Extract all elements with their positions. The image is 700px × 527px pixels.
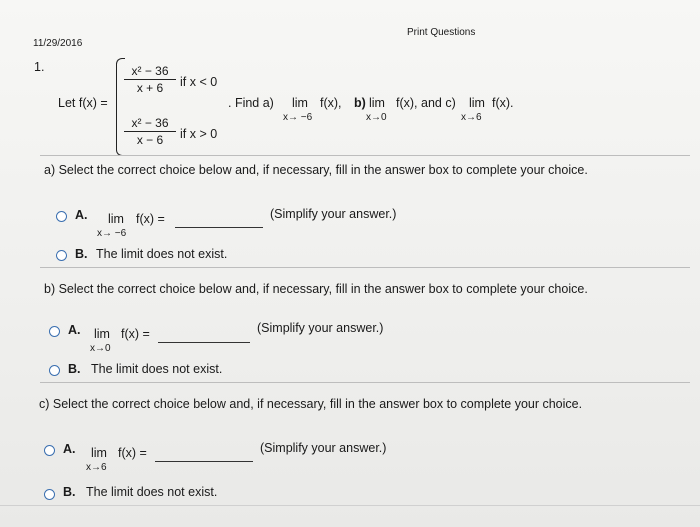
piece1-denominator: x + 6	[136, 81, 164, 95]
piece2-fraction	[124, 116, 176, 147]
part-c-option-a-label: A.	[63, 442, 76, 456]
let-label: Let f(x) =	[58, 96, 108, 110]
print-date: 11/29/2016	[33, 38, 83, 49]
part-c-hint: (Simplify your answer.)	[260, 441, 387, 455]
piece1-numerator: x² − 36	[131, 64, 169, 78]
find-text: . Find a)	[228, 96, 274, 110]
part-b-option-b-radio[interactable]	[49, 365, 60, 376]
part-a-option-b-label: B.	[75, 247, 88, 261]
part-b-option-a-radio[interactable]	[49, 326, 60, 337]
part-c-option-b-text: The limit does not exist.	[86, 485, 218, 499]
piece2-condition: if x > 0	[180, 127, 218, 141]
part-b-option-b-label: B.	[68, 362, 81, 376]
part-a-hint: (Simplify your answer.)	[270, 207, 397, 221]
part-a-option-a-radio[interactable]	[56, 211, 67, 222]
part-b-answer-box[interactable]	[158, 342, 250, 343]
part-a-lim: lim	[108, 212, 124, 226]
part-b-option-a-label: A.	[68, 323, 81, 337]
fx-a: f(x),	[320, 96, 342, 110]
part-b-option-b-text: The limit does not exist.	[91, 362, 223, 376]
part-b-hint: (Simplify your answer.)	[257, 321, 384, 335]
part-b-subscript: x→0	[90, 343, 111, 354]
divider-1	[40, 155, 690, 156]
divider-bottom	[0, 505, 700, 506]
part-a-instruction: a) Select the correct choice below and, if necessary, fill in the answer box to complete your choice.	[44, 163, 588, 177]
part-c-option-b-label: B.	[63, 485, 76, 499]
part-c-answer-box[interactable]	[155, 461, 253, 462]
piece1-condition: if x < 0	[180, 75, 218, 89]
question-number: 1.	[34, 60, 45, 74]
part-a-option-b-radio[interactable]	[56, 250, 67, 261]
lim-a: lim	[292, 96, 308, 110]
part-a-option-a-label: A.	[75, 208, 88, 222]
page-title: Print Questions	[407, 27, 476, 38]
part-c-option-b-radio[interactable]	[44, 489, 55, 500]
piece1-fraction	[124, 64, 176, 95]
lim-b-subscript: x→0	[366, 112, 387, 123]
piece2-numerator: x² − 36	[131, 116, 169, 130]
part-c-fx: f(x) =	[118, 446, 147, 460]
divider-2	[40, 267, 690, 268]
part-c-subscript: x→6	[86, 462, 107, 473]
lim-b: lim	[369, 96, 385, 110]
divider-3	[40, 382, 690, 383]
lim-a-subscript: x→ −6	[283, 112, 313, 123]
part-a-answer-box[interactable]	[175, 227, 263, 228]
fx-b-and-c: f(x), and c)	[396, 96, 456, 110]
lim-c-subscript: x→6	[461, 112, 482, 123]
part-b-fx: f(x) =	[121, 327, 150, 341]
lim-c: lim	[469, 96, 485, 110]
part-c-instruction: c) Select the correct choice below and, if necessary, fill in the answer box to complete your choice.	[39, 397, 583, 411]
piece2-denominator: x − 6	[136, 133, 164, 147]
label-b: b)	[354, 96, 366, 110]
part-a-option-b-text: The limit does not exist.	[96, 247, 228, 261]
part-c-lim: lim	[91, 446, 107, 460]
fx-c: f(x).	[492, 96, 514, 110]
part-b-instruction: b) Select the correct choice below and, if necessary, fill in the answer box to complete your choice.	[44, 282, 588, 296]
part-a-subscript: x→ −6	[97, 228, 127, 239]
part-c-option-a-radio[interactable]	[44, 445, 55, 456]
part-b-lim: lim	[94, 327, 110, 341]
part-a-fx: f(x) =	[136, 212, 165, 226]
